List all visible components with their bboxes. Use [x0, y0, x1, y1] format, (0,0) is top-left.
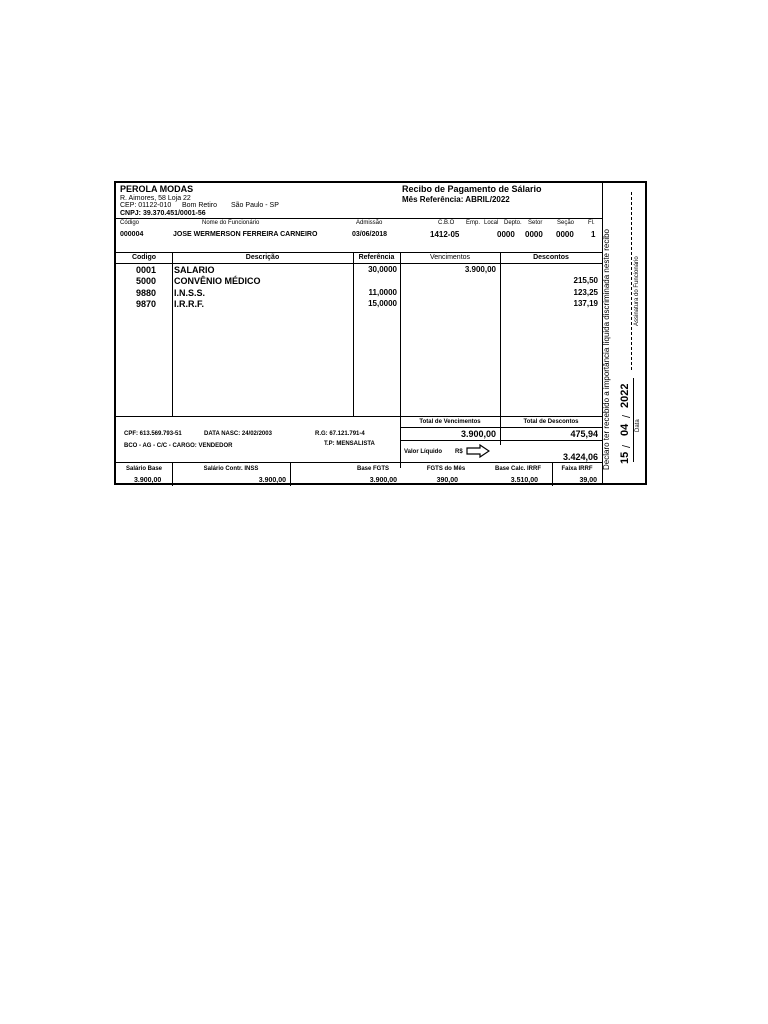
item-descricao: CONVÊNIO MÉDICO — [174, 276, 261, 286]
base-value: 39,00 — [579, 477, 597, 484]
company-cep: CEP: 01122-010 — [120, 202, 172, 209]
base-label: Faixa IRRF — [561, 466, 593, 472]
total-venc-value: 3.900,00 — [460, 429, 496, 439]
employee-nome: JOSE WERMERSON FERREIRA CARNEIRO — [173, 231, 318, 238]
base-label: Salário Contr. INSS — [203, 466, 259, 472]
label-fl: Fl. — [588, 220, 595, 226]
payslip — [114, 181, 647, 485]
employee-local: 0000 — [497, 230, 515, 239]
divider — [400, 416, 602, 417]
label-codigo: Código — [120, 220, 140, 226]
divider — [116, 263, 602, 264]
label-secao: Seção — [557, 220, 575, 226]
base-label: FGTS do Mês — [426, 466, 466, 472]
item-descricao: SALARIO — [174, 265, 215, 275]
column-line — [172, 252, 173, 416]
company-address: R. Aimores, 58 Loja 22 — [120, 195, 191, 202]
base-label: Salário Base — [125, 466, 163, 472]
header-referencia: Referência — [358, 254, 395, 261]
label-emp: Emp. — [466, 220, 481, 226]
item-codigo: 0001 — [136, 265, 157, 275]
employee-fl: 1 — [591, 230, 596, 239]
item-codigo: 9880 — [136, 288, 157, 298]
item-descontos: 137,19 — [573, 299, 598, 308]
divider — [116, 416, 400, 417]
label-admissao: Admissão — [356, 220, 383, 226]
header-vencimentos: Vencimentos — [429, 254, 471, 261]
base-label: Base Calc. IRRF — [494, 466, 542, 472]
employee-cbo: 1412-05 — [430, 230, 460, 239]
item-referencia: 30,0000 — [368, 265, 397, 274]
divider — [400, 440, 602, 441]
column-line — [290, 462, 291, 486]
base-value: 3.900,00 — [258, 477, 286, 484]
column-line — [353, 252, 354, 416]
label-cbo: C.B.O — [438, 220, 455, 226]
total-desc-value: 475,94 — [570, 429, 598, 439]
receipt-title: Recibo de Pagamento de Sálario — [402, 184, 542, 194]
currency-label: R$ — [455, 449, 463, 455]
date-line — [633, 378, 634, 462]
company-name: PEROLA MODAS — [120, 184, 194, 194]
item-descontos: 123,25 — [573, 288, 598, 297]
item-codigo: 5000 — [136, 276, 157, 286]
company-city: São Paulo - SP — [231, 202, 279, 209]
detail-nascimento: DATA NASC: 24/02/2003 — [204, 431, 272, 437]
employee-secao: 0000 — [556, 230, 574, 239]
signature-line — [631, 192, 632, 370]
item-codigo: 9870 — [136, 299, 157, 309]
divider — [116, 252, 602, 253]
employee-codigo: 000004 — [120, 231, 144, 238]
base-value: 3.900,00 — [134, 477, 162, 484]
item-referencia: 15,0000 — [368, 299, 397, 308]
date-separator: / — [621, 414, 633, 418]
label-local: Local — [484, 220, 499, 226]
company-district: Bom Retiro — [182, 202, 218, 209]
base-value: 3.510,00 — [510, 477, 538, 484]
total-desc-label: Total de Descontos — [523, 419, 579, 425]
declaration-day: 15 — [619, 451, 631, 464]
company-cnpj: CNPJ: 39.370.451/0001-56 — [120, 210, 206, 217]
header-descricao: Descrição — [245, 254, 280, 261]
label-depto: Depto. — [504, 220, 522, 226]
divider — [400, 427, 602, 428]
arrow-right-icon — [466, 444, 490, 458]
detail-rg: R.G: 67.121.791-4 — [315, 431, 365, 437]
total-venc-label: Total de Vencimentos — [419, 419, 481, 425]
item-descricao: I.N.S.S. — [174, 288, 206, 298]
label-setor: Setor — [528, 220, 543, 226]
signature-label: Assinatura do Funcionário — [634, 256, 640, 326]
item-referencia: 11,0000 — [368, 288, 397, 297]
header-codigo: Codigo — [131, 254, 157, 261]
label-nome: Nome do Funcionário — [202, 220, 260, 226]
liquido-label: Valor Líquido — [404, 449, 443, 455]
declaration-text: Declaro ter recebido a importância líquida discriminada neste recibo — [602, 228, 611, 470]
employee-setor: 0000 — [525, 230, 543, 239]
declaration-month: 04 — [619, 423, 631, 436]
detail-banco: BCO - AG - C/C - CARGO: VENDEDOR — [124, 443, 233, 449]
item-descontos: 215,50 — [573, 276, 598, 285]
base-value: 3.900,00 — [369, 477, 397, 484]
base-value: 390,00 — [436, 477, 458, 484]
item-descricao: I.R.R.F. — [174, 299, 205, 309]
employee-admissao: 03/06/2018 — [352, 231, 388, 238]
declaration-year: 2022 — [619, 383, 631, 408]
divider — [116, 218, 602, 219]
date-label: Data — [635, 419, 641, 432]
header-descontos: Descontos — [533, 254, 569, 261]
item-vencimentos: 3.900,00 — [464, 265, 496, 274]
detail-cpf: CPF: 613.569.793-51 — [124, 431, 182, 437]
base-label: Base FGTS — [356, 466, 389, 472]
reference-month: Mês Referência: ABRIL/2022 — [402, 195, 510, 204]
detail-tp: T.P: MENSALISTA — [324, 441, 375, 447]
liquido-value: 3.424,06 — [562, 452, 598, 462]
divider — [116, 462, 602, 463]
date-separator: / — [621, 444, 633, 448]
